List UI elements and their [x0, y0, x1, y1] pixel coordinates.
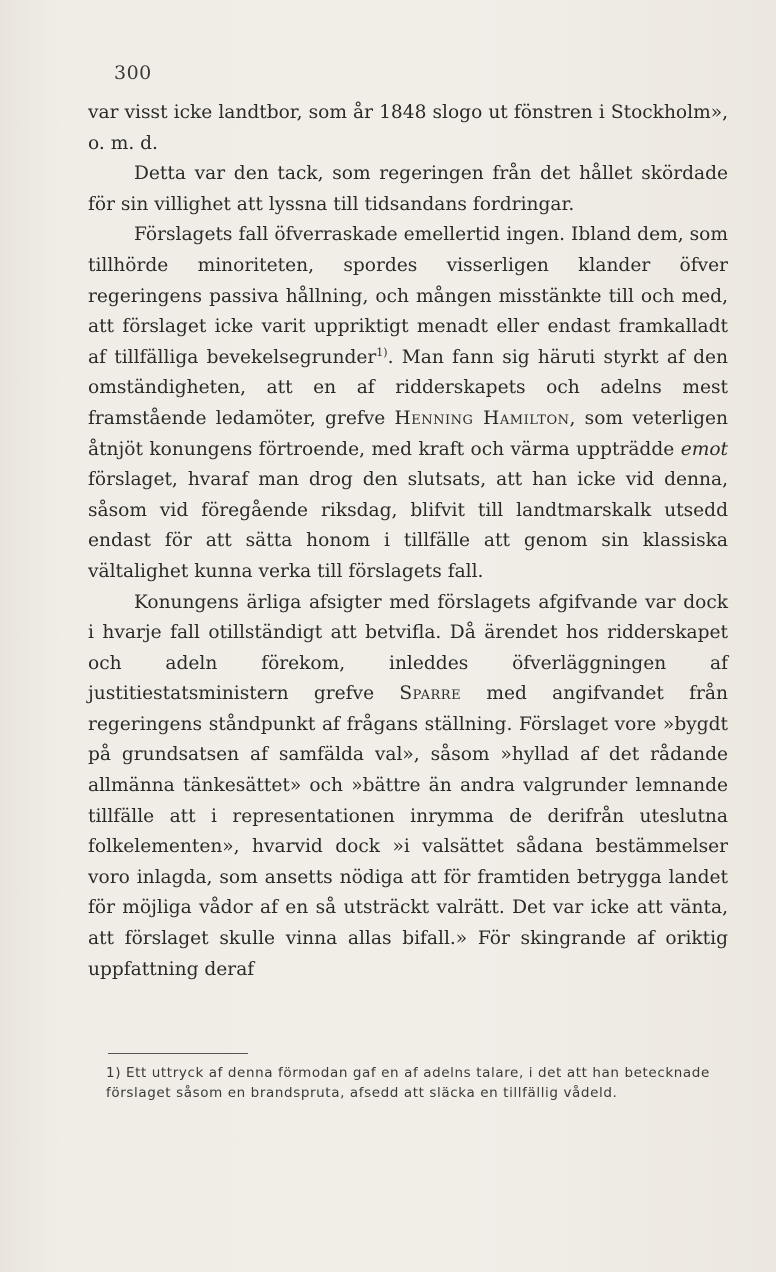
paragraph-3-text-b: . Man fann sig häruti styrkt af den omständigheten, att en af ridderskapets och adelns mest framstående ledamöter, grefve: [88, 346, 729, 429]
paragraph-2: Detta var den tack, som regeringen från det hållet skördade för sin villighet att lyssna till tidsandans fordringar.: [88, 163, 728, 215]
footnote-marker: 1): [106, 1065, 122, 1081]
paragraph-1: var visst icke landtbor, som år 1848 slogo ut fönstren i Stockholm», o. m. d.: [88, 102, 728, 154]
footnote-reference-number: 1: [376, 345, 384, 359]
body-text: [88, 98, 728, 985]
page-number: 300: [114, 62, 152, 84]
emphasis-emot: emot: [680, 438, 728, 460]
paragraph-4-text-b: med angifvandet från regeringens ståndpunkt af frågans ställning. Förslaget vore »bygdt på grundsatsen af samfälda val», såsom »hyllad af det rådande allmänna tänkesättet» och »bättre än andra valgrunder lemnande tillfälle att i representationen inrymma de derifrån uteslutna folkelementen», hvarvid dock »i valsättet sådana bestämmelser voro inlagda, som ansetts nödiga att för framtiden betrygga landet för möjliga vådor af en så utsträckt valrätt. Det var icke att vänta, att förslaget skulle vinna allas bifall.» För skingrande af oriktig uppfattning deraf: [88, 683, 728, 980]
paragraph-4: [88, 588, 728, 986]
paragraph-4-text-a: Konungens ärliga afsigter med förslagets afgifvande var dock i hvarje fall otillständigt att betvifla. Då ärendet hos ridderskapet och adeln förekom, inleddes öfverläggningen af justitiestatsministern grefve: [88, 591, 728, 705]
paragraph-3-text-d: förslaget, hvaraf man drog den slutsats, att han icke vid denna, såsom vid föregående riksdag, blifvit till landtmarskalk utsedd endast för att sätta honom i tillfälle att genom sin klassiska vältalighet kunna verka till förslagets fall.: [88, 469, 728, 582]
footnote-text: Ett uttryck af denna förmodan gaf en af adelns talare, i det att han betecknade förslaget såsom en brandspruta, afsedd att släcka en tillfällig vådeld.: [106, 1065, 710, 1101]
paragraph-3-text-c: , som veterligen åtnjöt konungens förtroende, med kraft och värma uppträdde: [88, 407, 728, 460]
paragraph-3: [88, 220, 728, 587]
footnote-reference: 1): [376, 345, 388, 359]
person-name-sparre: Sparre: [399, 683, 462, 705]
person-name-hamilton: Henning Hamilton: [394, 407, 570, 429]
footnote: [106, 1063, 726, 1103]
paragraph-3-text-a: Förslagets fall öfverraskade emellertid ingen. Ibland dem, som tillhörde minoriteten, spordes visserligen klander öfver regeringens passiva hållning, och mången misstänkte till och med, att förslaget icke varit uppriktigt menadt eller endast framkalladt af tillfälliga bevekelsegrunder: [88, 224, 728, 368]
footnote-divider: [108, 1053, 248, 1054]
